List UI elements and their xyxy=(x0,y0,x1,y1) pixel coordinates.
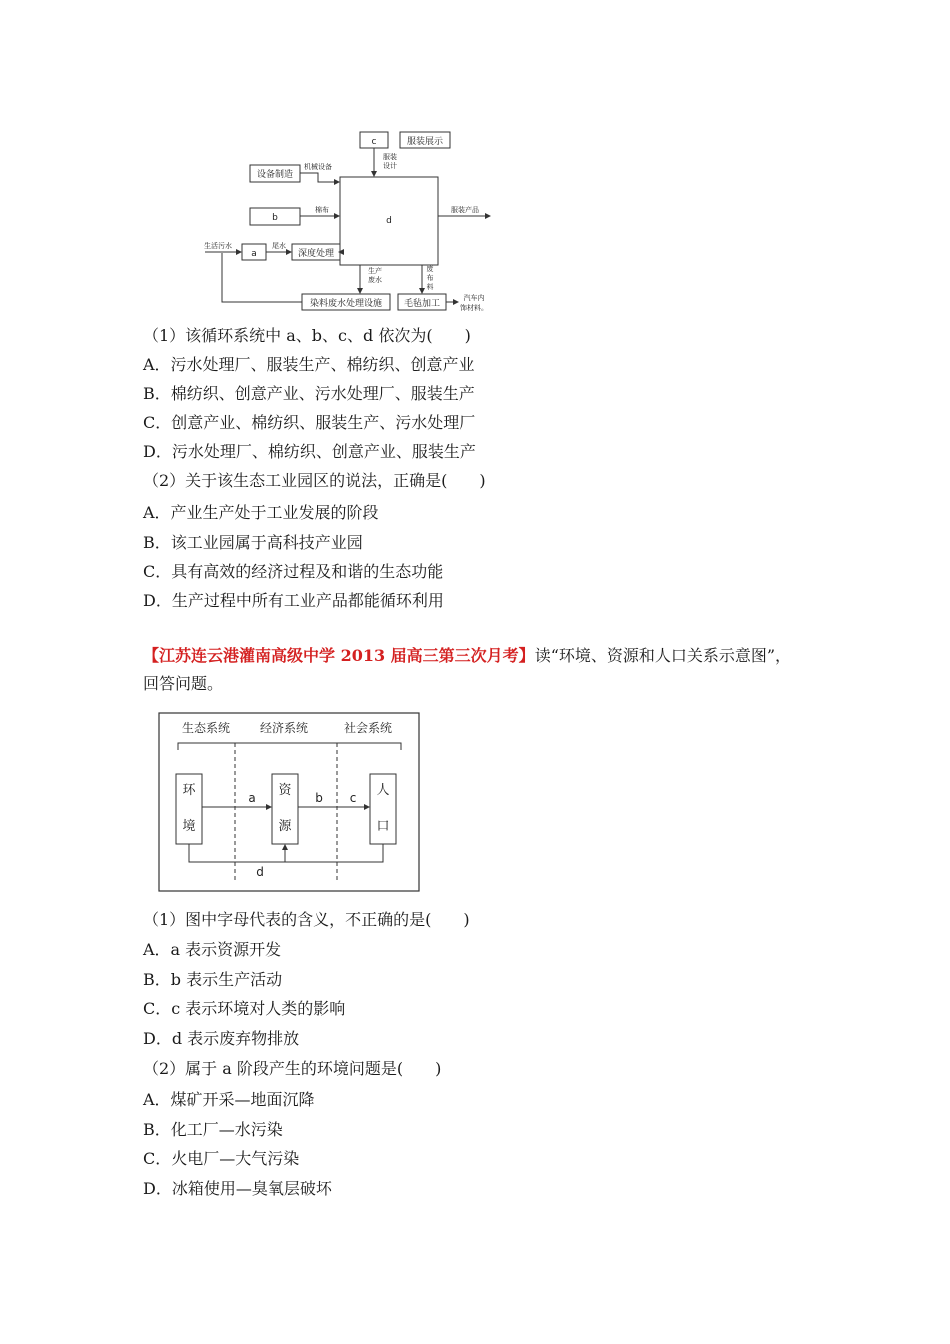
section-intro-2: 回答问题。 xyxy=(143,674,224,693)
industrial-park-diagram xyxy=(200,122,510,322)
waste-label-3: 料 xyxy=(426,283,434,291)
label-c: c xyxy=(349,791,357,805)
section-intro: 读“环境、资源和人口关系示意图”， xyxy=(534,646,792,665)
section-heading xyxy=(143,646,791,666)
q2-option-b: B．该工业园属于高科技产业园 xyxy=(143,533,363,552)
product-label: 服装产品 xyxy=(451,206,479,214)
q1-stem: （1）该循环系统中 a、b、c、d 依次为( ) xyxy=(143,326,471,345)
box-dye-label: 染料废水处理设施 xyxy=(309,299,383,309)
box-felt-label: 毛毡加工 xyxy=(403,299,441,309)
q2-option-c: C．具有高效的经济过程及和谐的生态功能 xyxy=(143,562,444,581)
box-d-label: d xyxy=(386,216,392,226)
q3-stem: （1）图中字母代表的含义，不正确的是( ) xyxy=(143,910,470,929)
q3-option-a: A．a 表示资源开发 xyxy=(143,940,282,959)
q3-option-b: B．b 表示生产活动 xyxy=(143,970,283,989)
header-ecosystem: 生态系统 xyxy=(181,721,231,735)
design-label-2: 设计 xyxy=(383,162,397,170)
q1-option-a: A．污水处理厂、服装生产、棉纺织、创意产业 xyxy=(143,355,475,374)
box-deep-label: 深度处理 xyxy=(297,249,335,259)
q4-stem: （2）属于 a 阶段产生的环境问题是( ) xyxy=(143,1059,442,1078)
box-c-label: c xyxy=(371,137,377,147)
q4-option-b: B．化工厂—水污染 xyxy=(143,1120,283,1139)
q1-option-d: D．污水处理厂、棉纺织、创意产业、服装生产 xyxy=(143,442,476,461)
car-material-label-2: 饰材料。 xyxy=(460,304,488,312)
box-equipment-label: 设备制造 xyxy=(256,170,294,180)
env-char-1: 环 xyxy=(182,783,196,798)
env-resource-population-diagram xyxy=(156,710,422,894)
q4-option-a: A．煤矿开采—地面沉降 xyxy=(143,1090,315,1109)
q2-option-d: D．生产过程中所有工业产品都能循环利用 xyxy=(143,591,444,610)
header-social: 社会系统 xyxy=(343,721,393,735)
header-economic: 经济系统 xyxy=(259,721,309,735)
q2-option-a: A．产业生产处于工业发展的阶段 xyxy=(143,503,379,522)
q1-option-b: B．棉纺织、创意产业、污水处理厂、服装生产 xyxy=(143,384,475,403)
box-show-label: 服装展示 xyxy=(406,137,444,147)
waste-label-2: 布 xyxy=(426,274,434,282)
prod-water-label: 生产 xyxy=(368,267,382,275)
design-label: 服装 xyxy=(383,153,397,161)
resource-char-2: 源 xyxy=(278,819,292,834)
machinery-label: 机械设备 xyxy=(304,163,332,171)
q3-option-c: C．c 表示环境对人类的影响 xyxy=(143,999,346,1018)
population-char-2: 口 xyxy=(376,819,390,834)
label-a: a xyxy=(248,791,256,805)
sewage-label: 生活污水 xyxy=(204,242,232,250)
prod-water-label-2: 废水 xyxy=(368,276,382,284)
box-a-label: a xyxy=(251,249,257,259)
population-char-1: 人 xyxy=(376,783,390,798)
cloth-label: 棉布 xyxy=(315,206,329,214)
q4-option-d: D．冰箱使用—臭氧层破坏 xyxy=(143,1179,332,1198)
box-b-label: b xyxy=(272,213,278,223)
car-material-label: 汽车内 xyxy=(463,294,485,302)
label-d: d xyxy=(256,865,264,879)
env-char-2: 境 xyxy=(182,819,196,834)
waste-label: 废 xyxy=(426,265,434,273)
source-label: 【江苏连云港灌南高级中学 2013 届高三第三次月考】 xyxy=(143,646,535,665)
resource-char-1: 资 xyxy=(278,783,292,798)
q2-stem: （2）关于该生态工业园区的说法，正确是( ) xyxy=(143,471,486,490)
q4-option-c: C．火电厂—大气污染 xyxy=(143,1149,300,1168)
tailwater-label: 尾水 xyxy=(272,242,286,250)
q3-option-d: D．d 表示废弃物排放 xyxy=(143,1029,300,1048)
label-b: b xyxy=(315,791,323,805)
q1-option-c: C．创意产业、棉纺织、服装生产、污水处理厂 xyxy=(143,413,476,432)
